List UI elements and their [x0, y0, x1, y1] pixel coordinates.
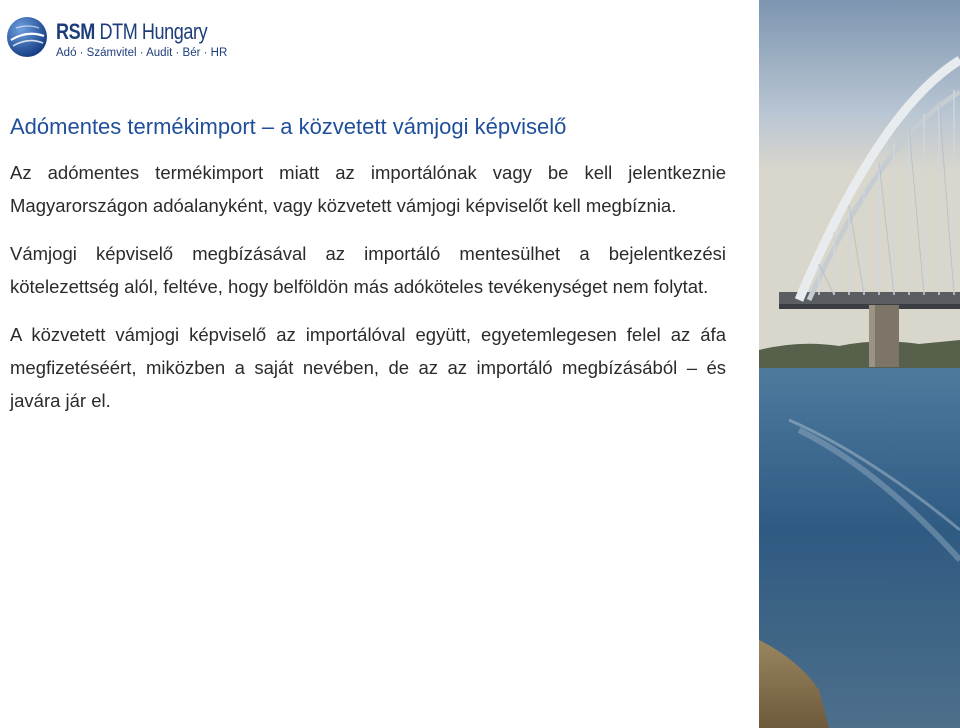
logo-company: DTM Hungary — [99, 19, 208, 44]
paragraph: A közvetett vámjogi képviselő az importálóval együtt, egyetemlegesen felel az áfa megfizetéséért, miközben a saját nevében, de az az importáló megbízásából – és javára jár el. — [10, 324, 726, 411]
slide-title: Adómentes termékimport – a közvetett vámjogi képviselő — [10, 114, 567, 139]
logo-name — [56, 19, 207, 45]
bridge-illustration — [759, 0, 960, 728]
logo-tagline: Adó · Számvitel · Audit · Bér · HR — [56, 47, 228, 59]
globe-icon — [6, 16, 48, 58]
logo-brand: RSM — [56, 19, 95, 44]
bridge-photo — [759, 0, 960, 728]
paragraph: Vámjogi képviselő megbízásával az importáló mentesülhet a bejelentkezési kötelezettség alól, feltéve, hogy belföldön más adóköteles tevékenységet nem folytat. — [10, 243, 726, 297]
company-logo — [6, 14, 266, 68]
paragraph: Az adómentes termékimport miatt az importálónak vagy be kell jelentkeznie Magyarországon adóalanyként, vagy közvetett vámjogi képviselőt kell megbíznia. — [10, 162, 726, 216]
slide-content — [10, 112, 726, 432]
